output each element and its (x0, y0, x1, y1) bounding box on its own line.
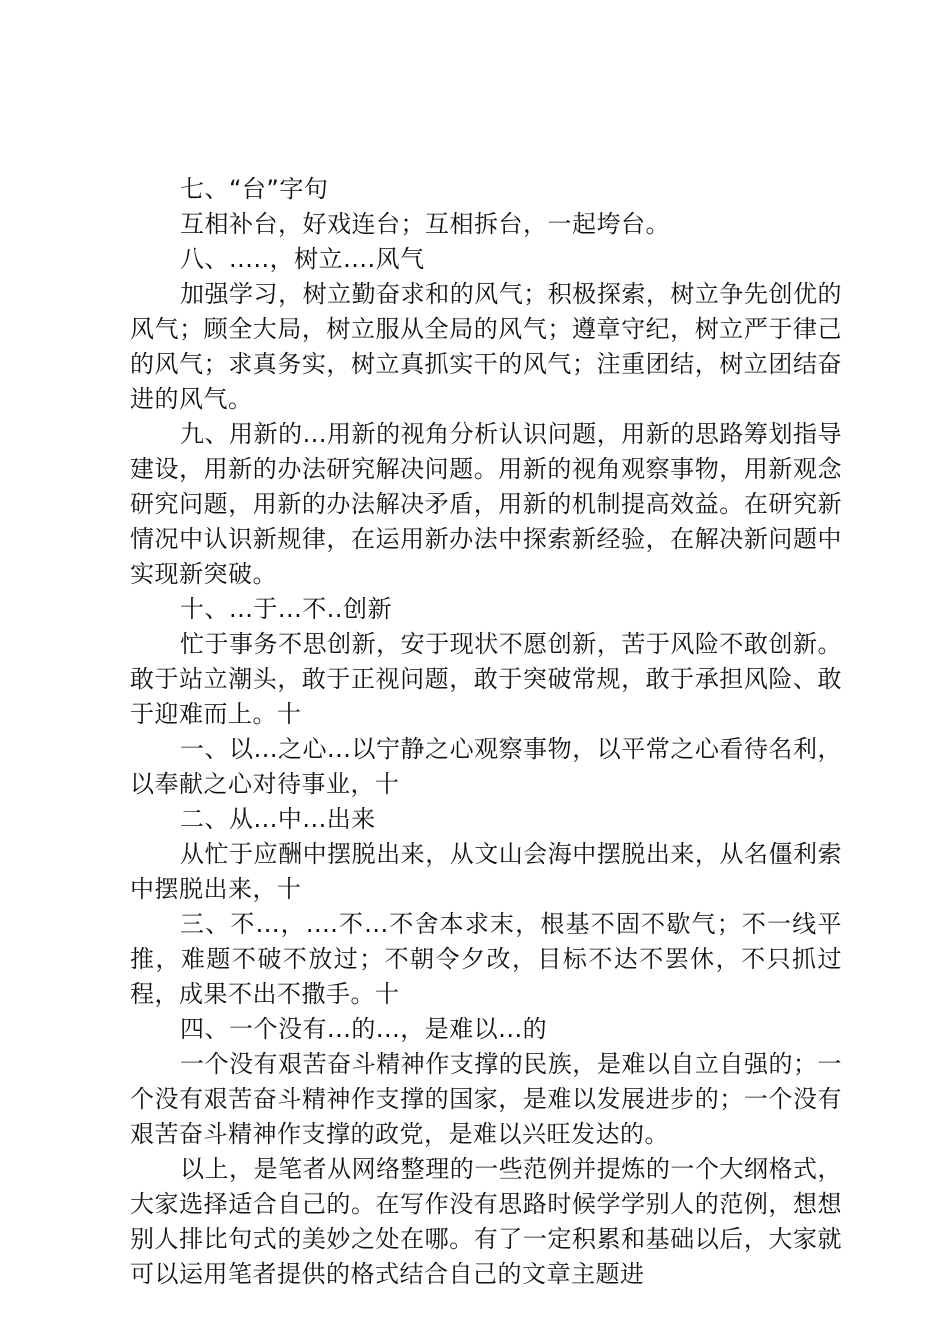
heading-ten: 十、...于...不..创新 (180, 595, 393, 623)
paragraph: 忙于事务不思创新，安于现状不愿创新，苦于风险不敢创新。敢于站立潮头，敢于正视问题，敢于突破常规，敢于承担风险、敢于迎难而上。十 (130, 630, 842, 728)
paragraph: 加强学习，树立勤奋求和的风气；积极探索，树立争先创优的风气；顾全大局，树立服从全局的风气；遵章守纪，树立严于律己的风气；求真务实，树立真抓实干的风气；注重团结，树立团结奋进的风气。 (130, 280, 842, 413)
paragraph: 从忙于应酬中摆脱出来，从文山会海中摆脱出来，从名僵利索中摆脱出来，十 (130, 840, 842, 903)
paragraph: 九、用新的...用新的视角分析认识问题，用新的思路筹划指导建设，用新的办法研究解决问题。用新的视角观察事物，用新观念研究问题，用新的办法解决矛盾，用新的机制提高效益。在研究新情况中认识新规律，在运用新办法中探索新经验，在解决新问题中实现新突破。 (130, 420, 842, 588)
paragraph: 一、以...之心...以宁静之心观察事物，以平常之心看待名利，以奉献之心对待事业，十 (130, 735, 842, 798)
paragraph: 一个没有艰苦奋斗精神作支撑的民族，是难以自立自强的；一个没有艰苦奋斗精神作支撑的国家，是难以发展进步的；一个没有艰苦奋斗精神作支撑的政党，是难以兴旺发达的。 (130, 1050, 842, 1148)
document-body (130, 172, 842, 1292)
paragraph: 以上，是笔者从网络整理的一些范例并提炼的一个大纲格式，大家选择适合自己的。在写作没有思路时候学学别人的范例，想想别人排比句式的美妙之处在哪。有了一定积累和基础以后，大家就可以运用笔者提供的格式结合自己的文章主题进 (130, 1155, 842, 1288)
paragraph: 三、不...，....不...不舍本求末，根基不固不歇气；不一线平推，难题不破不放过；不朝令夕改，目标不达不罢休，不只抓过程，成果不出不撒手。十 (130, 910, 842, 1008)
heading-twelve: 二、从...中...出来 (180, 805, 376, 833)
heading-eight: 八、.....，树立....风气 (180, 245, 425, 273)
heading-seven: 七、“台”字句 (180, 175, 329, 203)
paragraph: 互相补台，好戏连台；互相拆台，一起垮台。 (180, 210, 670, 238)
heading-fourteen: 四、一个没有...的...，是难以...的 (180, 1015, 548, 1043)
